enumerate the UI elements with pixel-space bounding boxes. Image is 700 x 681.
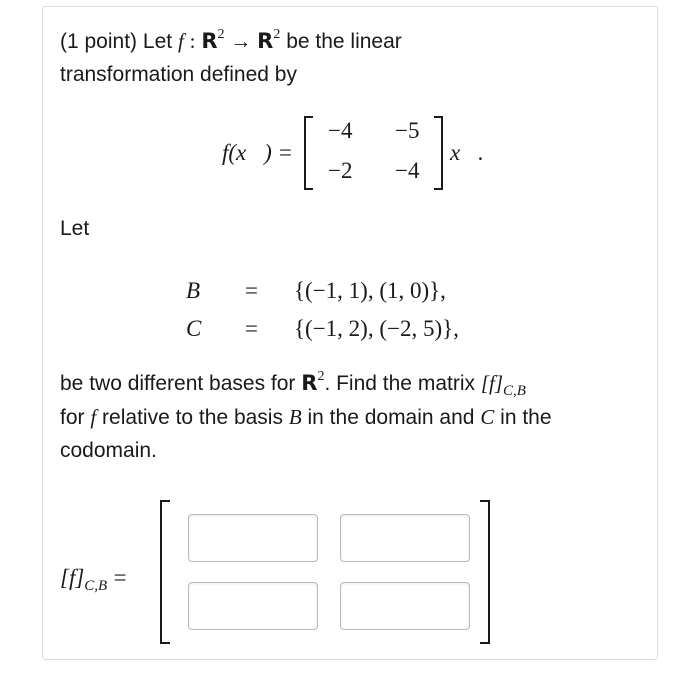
- matrix-right-bracket: [434, 116, 443, 190]
- basis-b-ref: B: [288, 405, 302, 429]
- f-symbol: f: [90, 405, 97, 429]
- para-text: in the domain and: [307, 406, 475, 429]
- exponent-codomain: 2: [273, 27, 281, 42]
- answer-input-r1c2[interactable]: [340, 514, 470, 562]
- answer-input-r2c2[interactable]: [340, 582, 470, 630]
- real-space: R: [301, 371, 318, 395]
- basis-c-set: {(−1, 2), (−2, 5)},: [294, 316, 459, 341]
- definition-lhs: f(x⃗) =: [222, 140, 294, 165]
- paragraph-line-2: [60, 402, 552, 433]
- let-label: Let: [60, 217, 90, 240]
- intro-tail: be the linear: [286, 30, 402, 53]
- matrix-cell: −5: [395, 118, 420, 143]
- arrow: →: [230, 30, 252, 53]
- exponent-domain: 2: [217, 27, 225, 42]
- paragraph-line-1: [60, 368, 526, 402]
- colon: :: [189, 29, 196, 53]
- para-text: for: [60, 406, 85, 429]
- para-text: be two different bases for: [60, 372, 296, 395]
- f-symbol: f: [177, 29, 184, 53]
- basis-c-name: C: [186, 316, 202, 341]
- real-space-domain: R: [201, 29, 218, 53]
- para-text: in the: [500, 406, 552, 429]
- basis-b-name: B: [186, 278, 201, 303]
- answer-input-r2c1[interactable]: [188, 582, 318, 630]
- answer-left-bracket: [160, 500, 170, 644]
- basis-c-ref: C: [480, 405, 495, 429]
- f-matrix-subscript: C,B: [503, 383, 526, 399]
- exponent: 2: [317, 369, 325, 384]
- para-text: relative to the basis: [102, 406, 283, 429]
- matrix-left-bracket: [304, 116, 313, 190]
- problem-line-2: transformation defined by: [60, 63, 297, 86]
- matrix-cell: −2: [328, 158, 353, 183]
- basis-b-set: {(−1, 1), (1, 0)},: [294, 278, 446, 303]
- answer-subscript: C,B: [84, 578, 108, 594]
- basis-b-equals: =: [245, 278, 258, 303]
- matrix-cell: −4: [395, 158, 420, 183]
- paragraph-line-3: codomain.: [60, 439, 157, 462]
- answer-equals: =: [113, 565, 127, 590]
- problem-intro-line: [60, 26, 402, 60]
- para-text: . Find the matrix: [324, 372, 475, 395]
- points-label: (1 point): [60, 30, 138, 53]
- f-matrix-notation: [f]: [480, 371, 504, 395]
- basis-c-equals: =: [245, 316, 258, 341]
- matrix-cell: −4: [328, 118, 353, 143]
- answer-input-r1c1[interactable]: [188, 514, 318, 562]
- answer-label: [60, 562, 127, 596]
- answer-right-bracket: [480, 500, 490, 644]
- answer-f-notation: [f]: [60, 565, 85, 590]
- definition-rhs: x⃗.: [450, 140, 484, 165]
- let-word: Let: [142, 30, 173, 53]
- real-space-codomain: R: [257, 29, 274, 53]
